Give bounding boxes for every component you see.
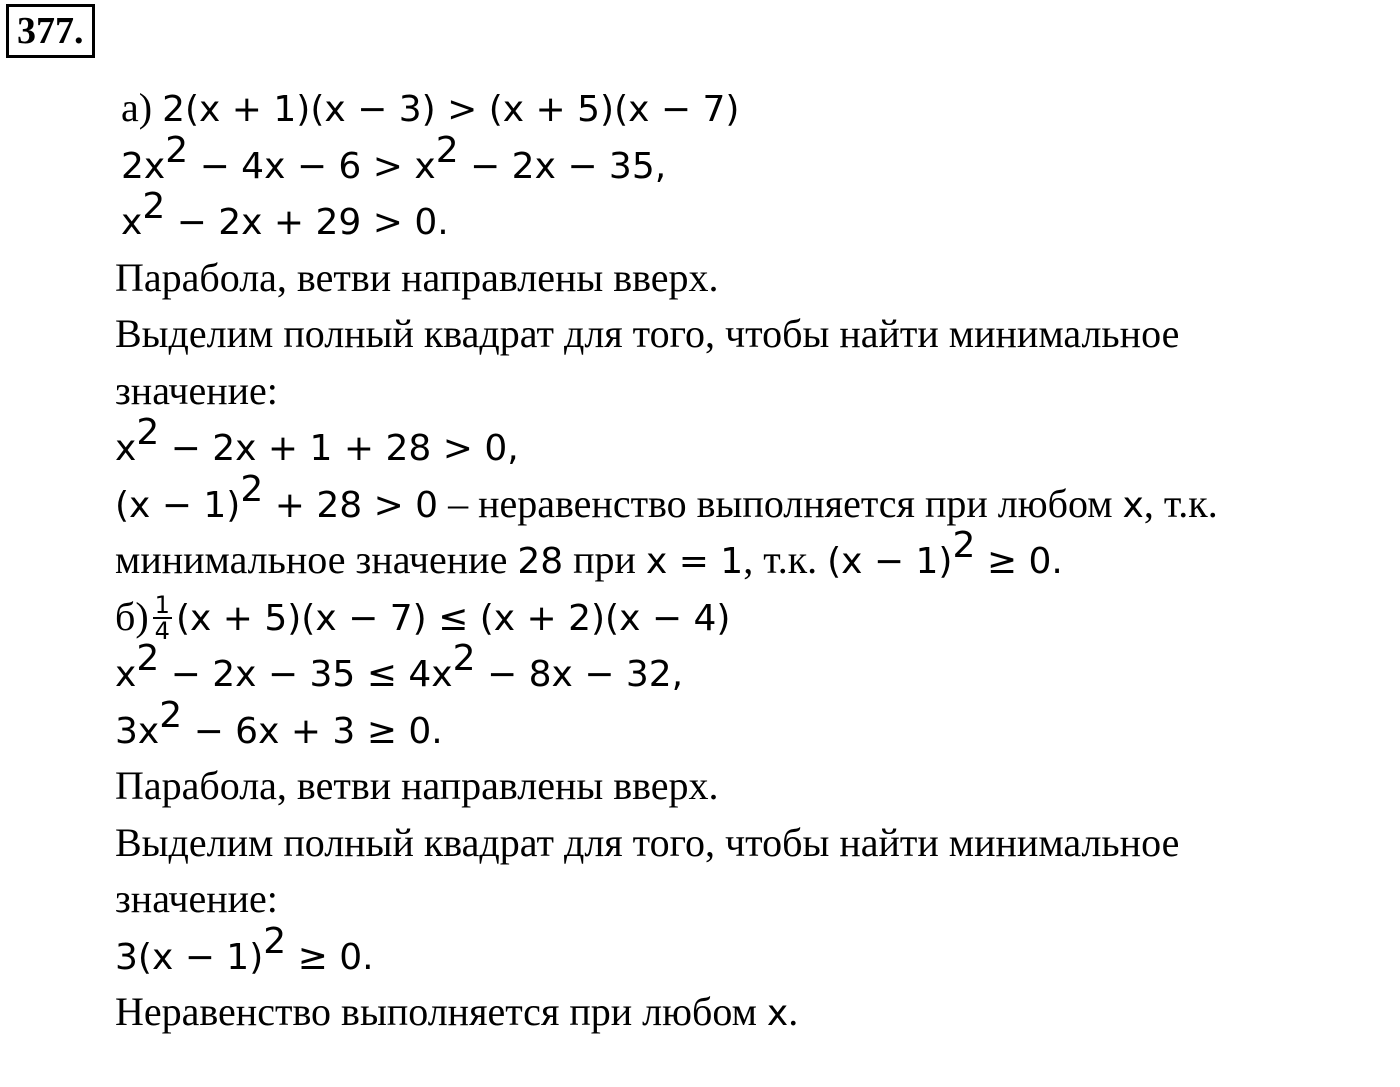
- part-a-simplified: $x^2 - 2x + 29 > 0$.: [121, 186, 449, 243]
- part-a-squared-form: $(x - 1)^2 + 28 > 0$ – неравенство выполняется при любом x, т.к.: [115, 468, 1218, 526]
- part-b-conclusion: Неравенство выполняется при любом x.: [115, 989, 799, 1034]
- part-b-label: б): [115, 593, 149, 639]
- part-a-minimum: минимальное значение 28 при x = 1, т.к. $(x - 1)^2 \ge 0$.: [115, 525, 1063, 582]
- part-a-line1: 2(x + 1)(x − 3) > (x + 5)(x − 7): [162, 89, 740, 130]
- problem-number: 377.: [6, 4, 95, 58]
- part-b-expanded: $x^2 - 2x - 35 \le 4x^2 - 8x - 32$,: [115, 638, 684, 695]
- fraction-one-quarter: $\frac{1}{4}$: [154, 591, 170, 646]
- solution-content: [115, 80, 1395, 1041]
- part-a-value-text: значение:: [115, 367, 278, 413]
- part-b-value-text: значение:: [115, 876, 278, 921]
- part-a-parabola-text: Парабола, ветви направлены вверх.: [115, 254, 719, 300]
- part-a-label: а): [121, 85, 153, 130]
- part-b-parabola-text: Парабола, ветви направлены вверх.: [115, 763, 719, 808]
- part-b-simplified: $3x^2 - 6x + 3 \ge 0$.: [115, 694, 443, 752]
- part-a-complete-square: $x^2 - 2x + 1 + 28 > 0$,: [115, 412, 519, 469]
- part-b-square-text: Выделим полный квадрат для того, чтобы найти минимальное: [115, 819, 1180, 865]
- part-a-expanded: $2x^2 - 4x - 6 > x^2 - 2x - 35$,: [121, 129, 667, 187]
- part-a-inequality: [115, 80, 1395, 137]
- part-a-square-text: Выделим полный квадрат для того, чтобы найти минимальное: [115, 311, 1180, 356]
- part-b-squared-form: $3(x - 1)^2 \ge 0$.: [115, 920, 374, 978]
- part-b-inequality: б) $\frac{1}{4}$ (x + 5)(x − 7) ≤ (x + 2)(x − 4): [115, 591, 731, 646]
